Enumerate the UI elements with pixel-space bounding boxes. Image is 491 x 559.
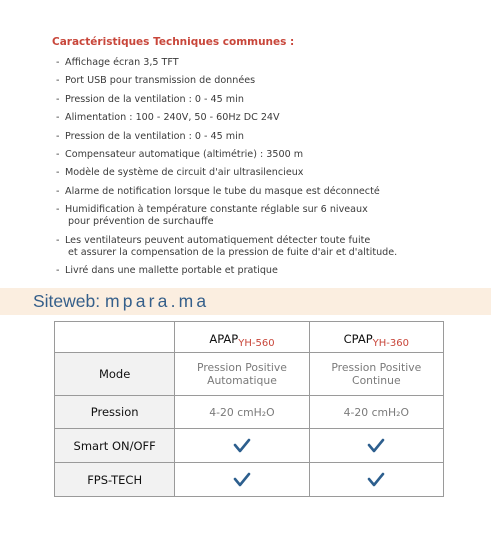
table-corner [55, 322, 175, 353]
table-row-mode [55, 353, 444, 396]
siteweb-watermark [33, 291, 209, 312]
spec-item-continuation: pour prévention de surchauffe [68, 216, 214, 228]
model-reference: YH-560 [238, 337, 275, 349]
model-reference: YH-360 [372, 337, 409, 349]
spec-item: - Modèle de système de circuit d'air ultrasilencieux [56, 167, 436, 179]
cell-smart-cpap [309, 429, 443, 463]
spec-item: - Pression de la ventilation : 0 - 45 min [56, 131, 436, 143]
cell-line: Pression Positive [331, 361, 422, 374]
checkmark-icon [367, 472, 385, 488]
model-header-apap [175, 322, 309, 353]
comparison-table [54, 321, 444, 497]
table-header-row [55, 322, 444, 353]
row-label: Mode [55, 353, 175, 396]
cell-smart-apap [175, 429, 309, 463]
siteweb-domain: mpara.ma [104, 291, 210, 311]
checkmark-icon [367, 438, 385, 454]
spec-item: - Alarme de notification lorsque le tube du masque est déconnecté [56, 186, 436, 198]
spec-item: - Compensateur automatique (altimétrie) : 3500 m [56, 149, 436, 161]
table-row-pression [55, 396, 444, 429]
cell-line: Continue [352, 374, 401, 387]
spec-item-continuation: et assurer la compensation de la pression de fuite d'air et d'altitude. [68, 246, 398, 258]
model-name: CPAP [343, 331, 373, 346]
cell-pression-apap: 4-20 cmH₂O [175, 396, 309, 429]
checkmark-icon [233, 438, 251, 454]
spec-item [56, 204, 436, 228]
section-heading: Caractéristiques Techniques communes : [52, 36, 295, 48]
spec-item: - Alimentation : 100 - 240V, 50 - 60Hz DC 24V [56, 112, 436, 124]
cell-fps-cpap [309, 463, 443, 497]
spec-item: - Port USB pour transmission de données [56, 75, 436, 87]
row-label: Smart ON/OFF [55, 429, 175, 463]
spec-item-line: Les ventilateurs peuvent automatiquement détecter toute fuite [65, 234, 371, 246]
siteweb-label: Siteweb: [33, 291, 105, 311]
model-header-cpap [309, 322, 443, 353]
spec-item: - Pression de la ventilation : 0 - 45 min [56, 94, 436, 106]
row-label: FPS-TECH [55, 463, 175, 497]
cell-line: Pression Positive [197, 361, 287, 374]
checkmark-icon [233, 472, 251, 488]
model-name: APAP [209, 331, 239, 346]
spec-list [56, 57, 436, 283]
cell-pression-cpap: 4-20 cmH₂O [309, 396, 443, 429]
cell-mode-cpap [309, 353, 443, 396]
table-row-fps-tech [55, 463, 444, 497]
spec-item: - Affichage écran 3,5 TFT [56, 57, 436, 69]
spec-item-line: Humidification à température constante réglable sur 6 niveaux [65, 204, 368, 216]
cell-mode-apap [175, 353, 309, 396]
row-label: Pression [55, 396, 175, 429]
spec-item [56, 235, 436, 259]
cell-fps-apap [175, 463, 309, 497]
spec-item: - Livré dans une mallette portable et pratique [56, 265, 436, 277]
cell-line: Automatique [207, 374, 277, 387]
table-row-smart-onoff [55, 429, 444, 463]
